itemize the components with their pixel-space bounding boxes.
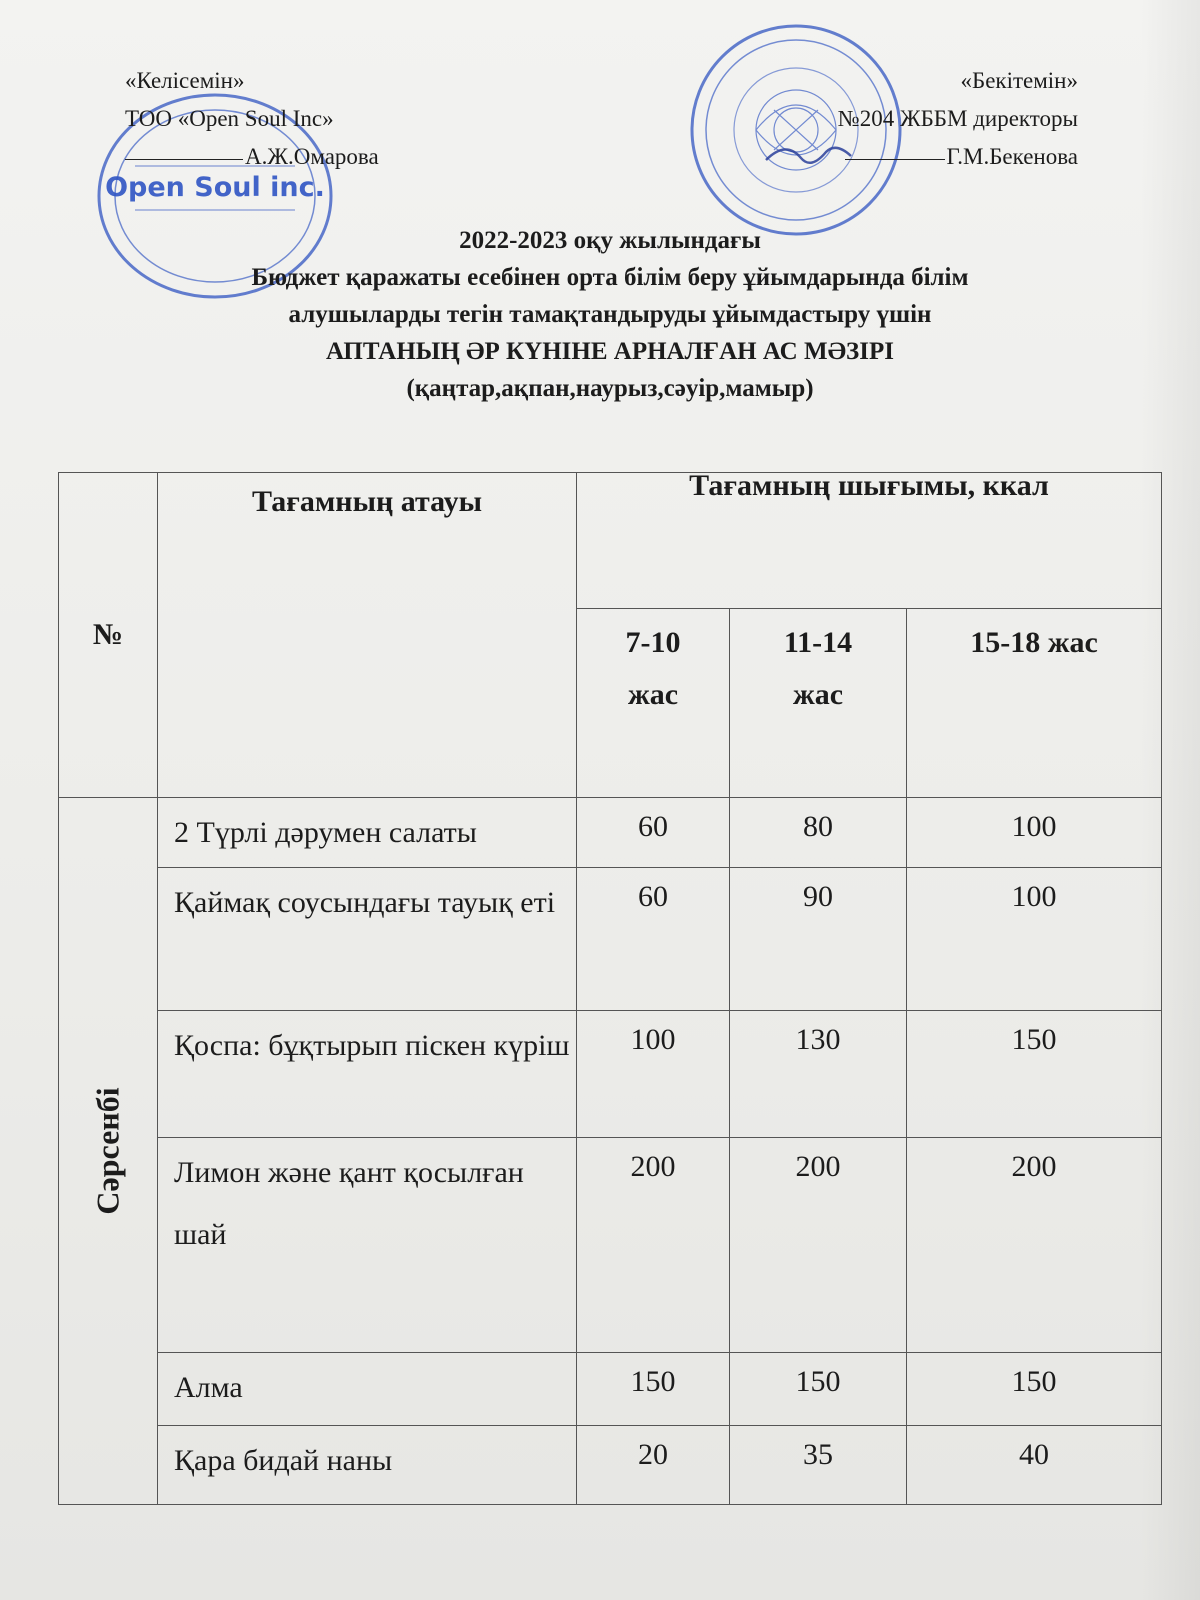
signature-line [845, 159, 945, 160]
kcal-7-10: 100 [577, 1011, 730, 1138]
table-row [59, 1011, 1162, 1138]
table-row [59, 1138, 1162, 1353]
title-line-3: алушыларды тегін тамақтандыруды ұйымдастыру үшін [288, 301, 932, 328]
kcal-7-10: 150 [577, 1352, 730, 1425]
kcal-11-14: 80 [730, 797, 907, 867]
director-label: №204 ЖББМ директоры [837, 106, 1078, 131]
stamp-company-name: Open Soul inc. [105, 172, 325, 203]
menu-table [58, 469, 1162, 1505]
left-signatory-name: А.Ж.Омарова [245, 144, 379, 169]
age-15-18-header: 15-18 жас [907, 609, 1162, 797]
company-label: ТОО «Open Soul Inc» [125, 106, 334, 131]
document-title [100, 222, 1120, 407]
dish-name: 2 Түрлі дәрумен салаты [158, 797, 577, 867]
agree-label: «Келісемін» [125, 68, 245, 93]
kcal-11-14: 35 [730, 1425, 907, 1504]
table-row [59, 1352, 1162, 1425]
table-row [59, 867, 1162, 1011]
kcal-7-10: 200 [577, 1138, 730, 1353]
left-signatory [125, 138, 379, 176]
age-7-10-header: 7-10 жас [577, 609, 730, 797]
day-cell [59, 797, 158, 1504]
kcal-11-14: 150 [730, 1352, 907, 1425]
table-row [59, 1425, 1162, 1504]
title-months: (қаңтар,ақпан,наурыз,сәуір,мамыр) [406, 375, 814, 402]
kcal-7-10: 20 [577, 1425, 730, 1504]
kcal-11-14: 90 [730, 867, 907, 1011]
kcal-15-18: 100 [907, 797, 1162, 867]
kcal-7-10: 60 [577, 867, 730, 1011]
kcal-15-18: 100 [907, 867, 1162, 1011]
title-line-2: Бюджет қаражаты есебінен орта білім беру ұйымдарында білім [251, 264, 969, 291]
yield-header: Тағамның шығымы, ккал [577, 473, 1162, 609]
dish-name: Лимон және қант қосылған шай [158, 1138, 577, 1353]
kcal-15-18: 150 [907, 1352, 1162, 1425]
age-11-14-header: 11-14 жас [730, 609, 907, 797]
header-row [59, 473, 1162, 609]
approve-label: «Бекітемін» [960, 68, 1078, 93]
kcal-7-10: 60 [577, 797, 730, 867]
approval-right-block [838, 62, 1078, 176]
title-heading: АПТАНЫҢ ӘР КҮНІНЕ АРНАЛҒАН АС МӘЗІРІ [326, 338, 894, 365]
kcal-15-18: 40 [907, 1425, 1162, 1504]
kcal-11-14: 130 [730, 1011, 907, 1138]
right-signatory [838, 138, 1078, 176]
dish-name: Алма [158, 1352, 577, 1425]
day-label: Сәрсенбі [89, 1087, 126, 1215]
kcal-15-18: 200 [907, 1138, 1162, 1353]
title-year: 2022-2023 оқу жылындағы [459, 227, 761, 254]
kcal-11-14: 200 [730, 1138, 907, 1353]
dish-name-header: Тағамның атауы [158, 473, 577, 798]
signature-line [125, 159, 243, 160]
kcal-15-18: 150 [907, 1011, 1162, 1138]
approval-left-block [125, 62, 379, 176]
number-header: № [59, 473, 158, 798]
dish-name: Қоспа: бұқтырып піскен күріш [158, 1011, 577, 1138]
table-row [59, 797, 1162, 867]
dish-name: Қара бидай наны [158, 1425, 577, 1504]
right-signatory-name: Г.М.Бекенова [946, 144, 1078, 169]
dish-name: Қаймақ соусындағы тауық еті [158, 867, 577, 1011]
